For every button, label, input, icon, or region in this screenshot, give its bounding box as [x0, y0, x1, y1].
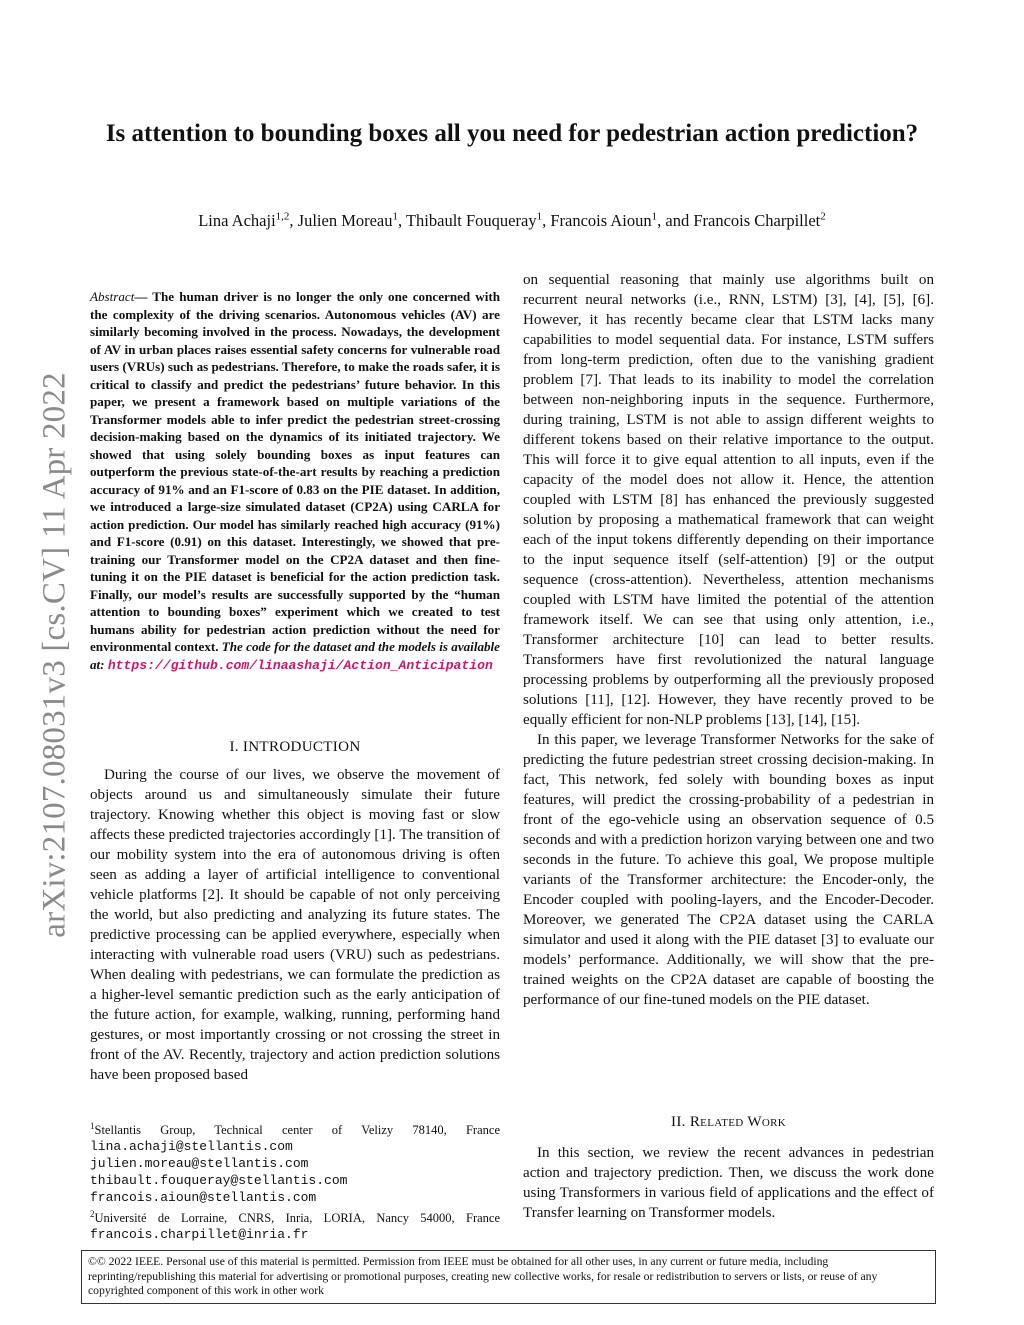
email[interactable]: julien.moreau@stellantis.com: [90, 1156, 309, 1172]
section-heading-introduction: I. INTRODUCTION: [229, 739, 361, 755]
abstract-text: — The human driver is no longer the only one concerned with the complexity of the driving scenarios. Autonomous vehicles (AV) are similarly becoming involved in the process. Nowadays, the development of AV in urban places raises essential safety concerns for vulnerable road users (VRUs) such as pedestrians. Therefore, to make the roads safer, it is critical to classify and predict the pedestrians’ future behavior. In this paper, we present a framework based on multiple variations of the Transformer models able to infer predict the pedestrian street-crossing decision-making based on the dynamics of its initiated trajectory. We showed that using solely bounding boxes as input features can outperform the previous state-of-the-art results by reaching a prediction accuracy of 91% and an F1-score of 0.83 on the PIE dataset. In addition, we introduced a large-size simulated dataset (CP2A) using CARLA for action prediction. Our model has similarly reached high accuracy (91%) and F1-score (0.91) on this dataset. Interestingly, we showed that pre-training our Transformer model on the CP2A dataset and then fine-tuning it on the PIE dataset is beneficial for the action prediction task. Finally, our model’s results are successfully supported by the “human attention to bounding boxes” experiment which we created to test humans ability for pedestrian action prediction without the need for environmental context.: [90, 289, 500, 654]
arxiv-identifier: arXiv:2107.08031v3 [cs.CV] 11 Apr 2022: [36, 372, 73, 938]
related-work-section: [523, 1114, 934, 1223]
introduction-section: [90, 737, 500, 1085]
email[interactable]: francois.charpillet@inria.fr: [90, 1227, 309, 1243]
paper-title: Is attention to bounding boxes all you need for pedestrian action prediction?: [105, 120, 919, 147]
related-work-paragraph: In this section, we review the recent advances in pedestrian action and trajectory prediction. Then, we discuss the work done using Transformers in various field of applications and the effect of Transfer learning on Transformer models.: [523, 1145, 934, 1221]
email[interactable]: thibault.fouqueray@stellantis.com: [90, 1173, 348, 1189]
author-list: [60, 210, 964, 231]
abstract: [90, 288, 500, 674]
copyright-notice: ©© 2022 IEEE. Personal use of this material is permitted. Permission from IEEE must be obtained for all other uses, in any current or future media, including reprinting/republishing this material for advertising or promotional purposes, creating new collective works, for resale or redistribution to servers or lists, or reuse of any copyrighted component of this work in other work: [81, 1250, 936, 1304]
intro-paragraph: In this paper, we leverage Transformer Networks for the sake of predicting the future pedestrian street crossing decision-making. In fact, This network, fed solely with bounding boxes as input features, will predict the crossing-probability of a pedestrian in front of the ego-vehicle using an observation sequence of 0.5 seconds and with a prediction horizon varying between one and two seconds in the future. To achieve this goal, We propose multiple variants of the Transformer architecture: the Encoder-only, the Encoder coupled with pooling-layers, and the Encoder-Decoder. Moreover, we generated The CP2A dataset using the CARLA simulator and used it along with the PIE dataset [3] to evaluate our models’ performance. Additionally, we will show that the pre-trained weights on the CP2A dataset are capable of boosting the performance of our fine-tuned models on the PIE dataset.: [523, 732, 934, 1008]
footnote-affiliation-2: $^2$Université de Lorraine, CNRS, Inria, LORIA, Nancy 54000, France francois.charpillet@inria.fr: [90, 1209, 500, 1243]
author: Thibault Fouqueray$^1$,: [405, 210, 551, 230]
right-column-introduction: [523, 270, 934, 1010]
abstract-label: Abstract: [90, 289, 135, 304]
email[interactable]: lina.achaji@stellantis.com: [90, 1139, 293, 1155]
code-availability-note: The code for the dataset and the models is available at:: [90, 639, 500, 672]
author: Lina Achaji$^{1,2}$,: [198, 210, 298, 230]
email[interactable]: francois.aioun@stellantis.com: [90, 1190, 317, 1206]
intro-paragraph: During the course of our lives, we observe the movement of objects around us and simultaneously simulate their future trajectory. Knowing whether this object is moving fast or slow affects these predicted trajectories accordingly [1]. The transition of our mobility system into the era of autonomous driving is often seen as adding a layer of artificial intelligence to conventional vehicle platforms [2]. It should be capable of not only perceiving the world, but also predicting and analyzing its future states. The predictive processing can be applied everywhere, especially when interacting with vulnerable road users (VRU) such as pedestrians. When dealing with pedestrians, we can formulate the prediction as a higher-level semantic prediction such as the early anticipation of the future action, for example, walking, running, performing hand gestures, or most importantly crossing or not crossing the street in front of the AV. Recently, trajectory and action prediction solutions have been proposed based: [90, 767, 500, 1083]
intro-paragraph-continued: on sequential reasoning that mainly use algorithms built on recurrent neural networks (i.e., RNN, LSTM) [3], [4], [5], [6]. However, it has recently became clear that LSTM lacks many capabilities to model sequential data. For instance, LSTM suffers from long-term prediction, often due to the vanishing gradient problem [7]. That leads to its inability to model the correlation between non-neighboring inputs in the sequence. Furthermore, during training, LSTM is not able to assign different weights to different tokens based on their relative importance to the output. This will force it to give equal attention to all inputs, even if the capacity of the model does not allow it. Hence, the attention coupled with LSTM [8] has enhanced the previously suggested solution by proposing a mathematical framework that can weight each of the input tokens differently depending on their importance to the input sequence itself (self-attention) [9] or the output sequence (cross-attention). Nevertheless, attention mechanisms coupled with LSTM have limited the potential of the attention framework itself. We can see that using only attention, i.e., Transformer architecture [10] can lead to better results. Transformers have first revolutionized the natural language processing problems by outperforming all the previously proposed solutions [11], [12]. However, they have recently proved to be equally efficient for non-NLP problems [13], [14], [15].: [523, 272, 934, 728]
code-repository-link[interactable]: https://github.com/linaashaji/Action_Anticipation: [107, 657, 493, 673]
affiliation-footnotes: [90, 1118, 500, 1243]
author: Julien Moreau$^1$,: [297, 210, 406, 230]
footnote-affiliation-1: $^1$Stellantis Group, Technical center of Velizy 78140, France lina.achaji@stellantis.com julien.moreau@stellantis.com thibault.fouqueray@stellantis.com francois.aioun@stellantis.com: [90, 1121, 500, 1206]
author: Francois Charpillet$^2$: [693, 210, 826, 230]
author: Francois Aioun$^1$, and: [550, 210, 694, 230]
section-heading-related-work: II. Related Work: [671, 1114, 786, 1130]
